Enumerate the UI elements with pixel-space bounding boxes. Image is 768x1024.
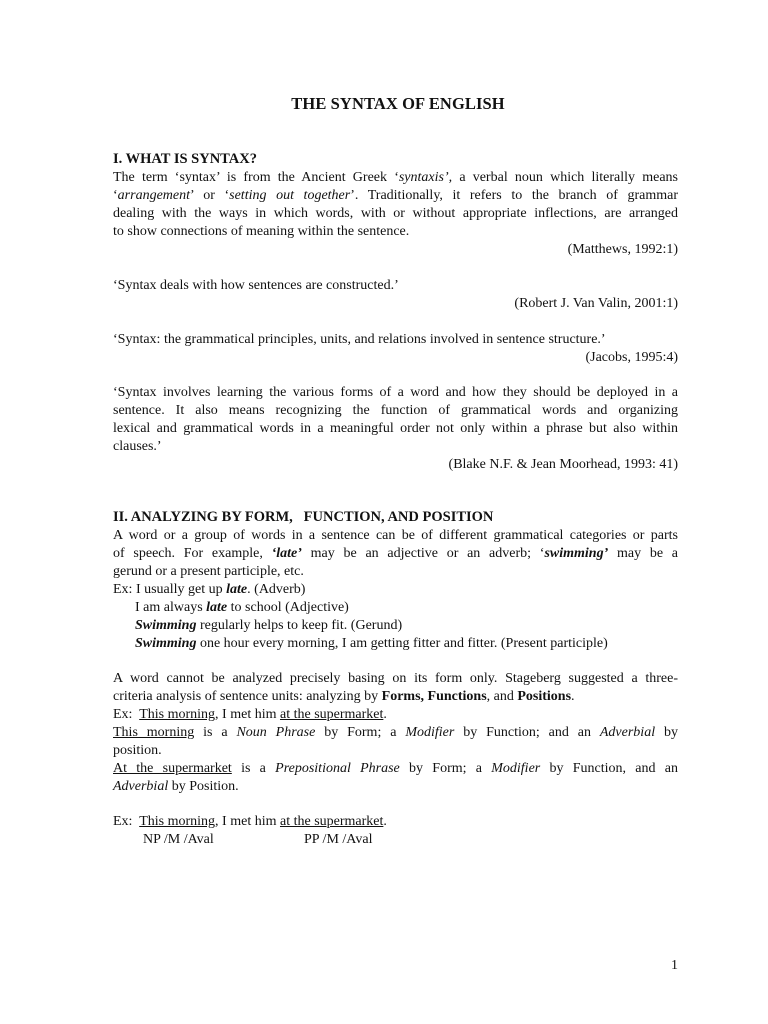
example-sentence: Ex: This morning, I met him at the supermarket.	[113, 814, 387, 829]
tag-np: NP /M /Aval	[143, 832, 214, 847]
paragraph-line: A word or a group of words in a sentence can be of different grammatical categories or parts	[113, 528, 678, 543]
analysis-line: position.	[113, 743, 162, 758]
example-line: Swimming one hour every morning, I am getting fitter and fitter. (Present participle)	[135, 636, 608, 651]
quote-line: ‘Syntax involves learning the various forms of a word and how they should be deployed in a	[113, 385, 678, 400]
citation: (Matthews, 1992:1)	[567, 242, 678, 257]
paragraph-line: ‘arrangement’ or ‘setting out together’. Traditionally, it refers to the branch of grammar	[113, 188, 678, 203]
citation: (Blake N.F. & Jean Moorhead, 1993: 41)	[448, 457, 678, 472]
example-sentence: Ex: This morning, I met him at the supermarket.	[113, 707, 387, 722]
section-heading-analyzing: II. ANALYZING BY FORM, FUNCTION, AND POSITION	[113, 509, 494, 525]
paragraph-line: A word cannot be analyzed precisely basing on its form only. Stageberg suggested a three-	[113, 671, 678, 686]
citation: (Robert J. Van Valin, 2001:1)	[514, 296, 678, 311]
paragraph-line: criteria analysis of sentence units: analyzing by Forms, Functions, and Positions.	[113, 689, 575, 704]
paragraph-line: gerund or a present participle, etc.	[113, 564, 304, 579]
analysis-line: Adverbial by Position.	[113, 779, 239, 794]
paragraph-line: of speech. For example, ‘late’ may be an adjective or an adverb; ‘swimming’ may be a	[113, 546, 678, 561]
example-line: Swimming regularly helps to keep fit. (Gerund)	[135, 618, 403, 633]
citation: (Jacobs, 1995:4)	[585, 350, 678, 365]
quote-line: sentence. It also means recognizing the function of grammatical words and organizing	[113, 403, 678, 418]
paragraph-line: The term ‘syntax’ is from the Ancient Greek ‘syntaxis’, a verbal noun which literally means	[113, 170, 678, 185]
example-line: Ex: I usually get up late. (Adverb)	[113, 582, 306, 597]
tag-pp: PP /M /Aval	[304, 832, 373, 847]
analysis-line: At the supermarket is a Prepositional Phrase by Form; a Modifier by Function, and an	[113, 761, 678, 776]
quote-line: lexical and grammatical words in a meaningful order not only within a phrase but also within	[113, 421, 678, 436]
page-number: 1	[671, 958, 678, 973]
paragraph-line: to show connections of meaning within the sentence.	[113, 224, 410, 239]
quote: ‘Syntax deals with how sentences are constructed.’	[113, 278, 399, 293]
analysis-line: This morning is a Noun Phrase by Form; a Modifier by Function; and an Adverbial by	[113, 725, 678, 740]
page-title: THE SYNTAX OF ENGLISH	[291, 94, 505, 113]
section-heading-what-is-syntax: I. WHAT IS SYNTAX?	[113, 151, 257, 167]
paragraph-line: dealing with the ways in which words, with or without appropriate inflections, are arranged	[113, 206, 678, 221]
example-line: I am always late to school (Adjective)	[135, 600, 349, 615]
quote: ‘Syntax: the grammatical principles, units, and relations involved in sentence structure.’	[113, 332, 606, 347]
quote-line: clauses.’	[113, 439, 162, 454]
